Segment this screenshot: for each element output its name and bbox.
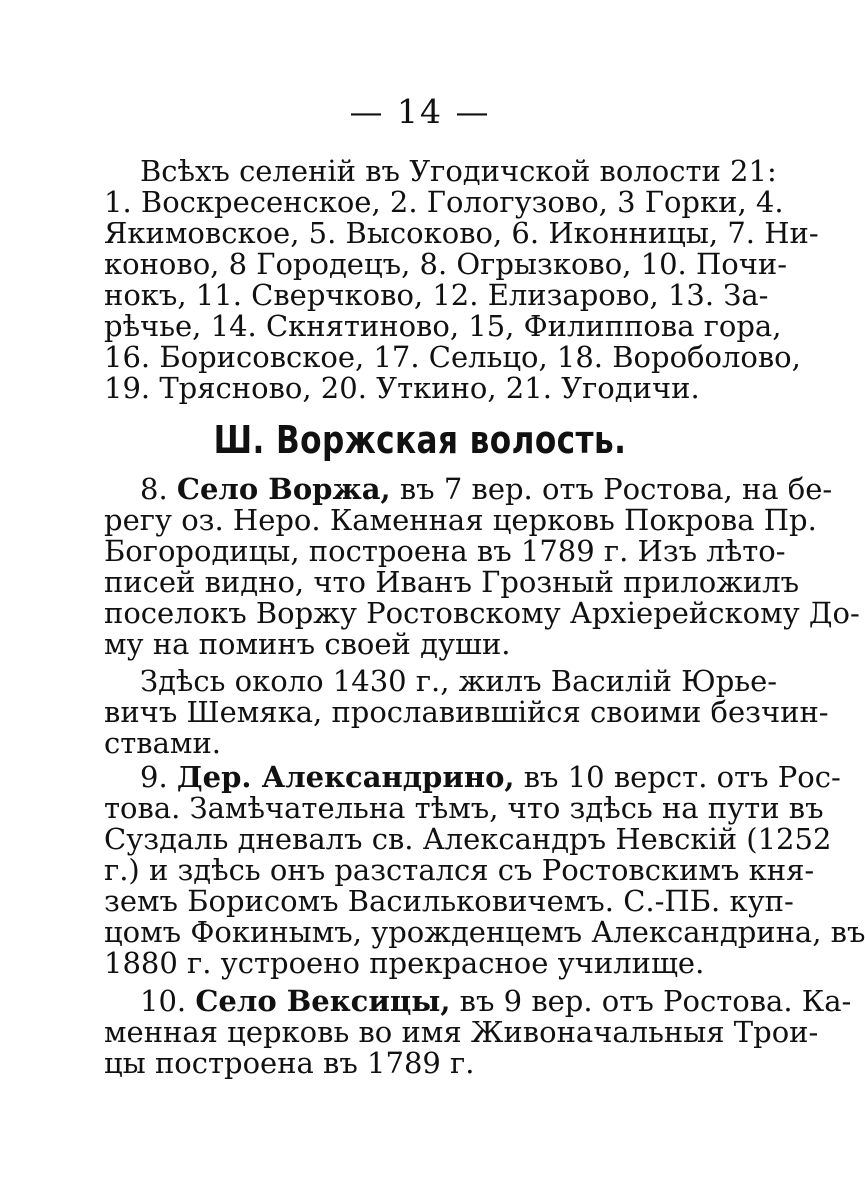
- entry-8-note-paragraph: [104, 664, 829, 760]
- entry-title: Село Воржа,: [176, 472, 391, 506]
- entry-lead-line: [104, 984, 852, 1018]
- text-line: цомъ Фокинымъ, урожденцемъ Александрина, въ: [104, 915, 865, 949]
- text-line: цы построена въ 1789 г.: [104, 1046, 475, 1080]
- entry-lead-line: [104, 472, 833, 506]
- text-line: Суздаль дневалъ св. Александръ Невскій (1252: [104, 822, 832, 856]
- entry-number: 9.: [140, 760, 168, 794]
- text-line: земъ Борисомъ Васильковичемъ. С.-ПБ. куп-: [104, 884, 794, 918]
- text-line: писей видно, что Иванъ Грозный приложилъ: [104, 565, 800, 599]
- text-line: ствами.: [104, 726, 222, 760]
- text-line: регу оз. Неро. Каменная церковь Покрова Пр.: [104, 503, 817, 537]
- text-line: Здѣсь около 1430 г., жилъ Василій Юрье-: [140, 664, 778, 698]
- entry-8-paragraph: [104, 472, 860, 661]
- entry-9-paragraph: [104, 760, 865, 980]
- entry-10-paragraph: [104, 984, 852, 1080]
- text-line: 1. Воскресенское, 2. Гологузово, 3 Горки, 4.: [104, 185, 784, 219]
- text-line: това. Замѣчательна тѣмъ, что здѣсь на пути въ: [104, 791, 824, 825]
- entry-lead-text: въ 10 верст. отъ Рос-: [523, 760, 841, 794]
- entry-title: Дер. Александрино,: [176, 760, 515, 794]
- section-heading: Ш. Воржская волость.: [213, 418, 627, 462]
- text-line: 1880 г. устроено прекрасное училище.: [104, 946, 705, 980]
- text-line: 16. Борисовское, 17. Сельцо, 18. Вороболово,: [104, 340, 801, 374]
- text-line: му на поминъ своей души.: [104, 627, 511, 661]
- entry-lead-text: въ 7 вер. отъ Ростова, на бе-: [399, 472, 833, 506]
- text-line: Богородицы, построена въ 1789 г. Изъ лѣто-: [104, 534, 786, 568]
- page-number: — 14 —: [349, 92, 491, 131]
- text-line: Якимовское, 5. Высоково, 6. Иконницы, 7. Ни-: [104, 216, 819, 250]
- entry-number: 10.: [140, 984, 187, 1018]
- text-line: нокъ, 11. Сверчково, 12. Елизарово, 13. За-: [104, 278, 769, 312]
- entry-title: Село Вексицы,: [195, 984, 451, 1018]
- entry-number: 8.: [140, 472, 168, 506]
- text-line: 19. Трясново, 20. Уткино, 21. Угодичи.: [104, 371, 700, 405]
- entry-lead-text: въ 9 вер. отъ Ростова. Ка-: [459, 984, 852, 1018]
- text-line: рѣчье, 14. Скнятиново, 15, Филиппова гора,: [104, 309, 782, 343]
- text-line: Всѣхъ селеній въ Угодичской волости 21:: [140, 154, 777, 188]
- intro-paragraph: [104, 154, 819, 405]
- text-line: г.) и здѣсь онъ разстался съ Ростовскимъ кня-: [104, 853, 815, 887]
- text-line: вичъ Шемяка, прославившійся своими безчин-: [104, 695, 829, 729]
- text-line: поселокъ Воржу Ростовскому Архіерейскому До-: [104, 596, 860, 630]
- entry-lead-line: [104, 760, 841, 794]
- text-line: менная церковь во имя Живоначальныя Трои-: [104, 1015, 819, 1049]
- text-line: коново, 8 Городецъ, 8. Огрызково, 10. Почи-: [104, 247, 788, 281]
